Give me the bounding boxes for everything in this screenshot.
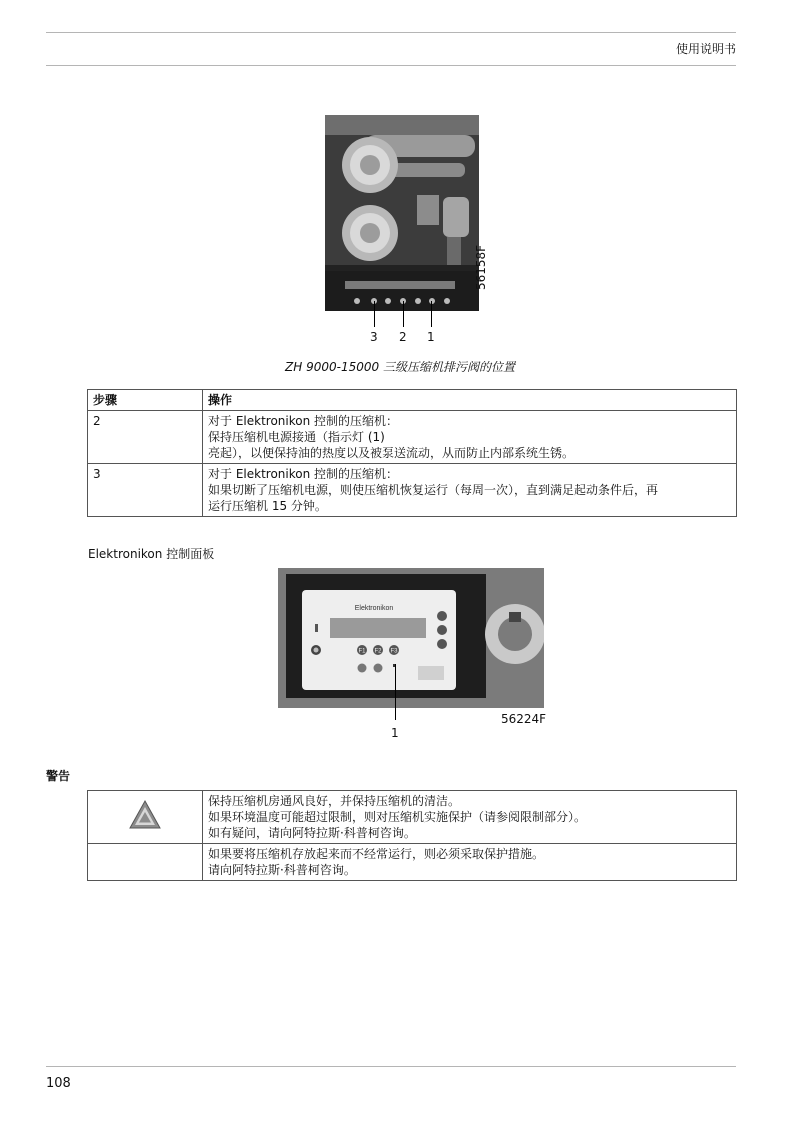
panel-heading: Elektronikon 控制面板 xyxy=(88,547,215,561)
drain-valve-photo xyxy=(325,115,479,311)
figure2-image-code: 56224F xyxy=(501,712,547,726)
control-panel-photo xyxy=(278,568,544,708)
action-line: 对于 Elektronikon 控制的压缩机： xyxy=(208,414,399,428)
warning-text xyxy=(203,791,737,844)
warning-triangle-icon xyxy=(128,820,162,834)
figure1-image-code: 56158F xyxy=(474,244,488,290)
step-number: 3 xyxy=(88,464,203,517)
warning-line: 如有疑问，请向阿特拉斯·科普柯咨询。 xyxy=(208,826,416,840)
callout-line-3 xyxy=(374,301,375,327)
warning-table xyxy=(87,790,737,881)
warning-line: 如果要将压缩机存放起来而不经常运行，则必须采取保护措施。 xyxy=(208,847,545,861)
header-rule-bottom xyxy=(46,65,736,66)
f2-key-label: F2 xyxy=(374,648,382,655)
action-line: 保持压缩机电源接通（指示灯 (1) xyxy=(208,430,385,444)
f3-key-label: F3 xyxy=(390,648,398,655)
f1-key-label: F1 xyxy=(358,648,366,655)
table-row xyxy=(88,791,737,844)
action-line: 对于 Elektronikon 控制的压缩机： xyxy=(208,467,399,481)
figure1-caption: ZH 9000-15000 三级压缩机排污阀的位置 xyxy=(285,360,515,374)
callout-line-2 xyxy=(403,301,404,327)
step-action xyxy=(203,464,737,517)
table-row xyxy=(88,844,737,881)
warning-text xyxy=(203,844,737,881)
step-number: 2 xyxy=(88,411,203,464)
action-line: 运行压缩机 15 分钟。 xyxy=(208,499,327,513)
warning-icon-cell xyxy=(88,791,203,844)
header-title: 使用说明书 xyxy=(675,42,736,56)
steps-table xyxy=(87,389,737,517)
panel-callout-number: 1 xyxy=(391,726,399,740)
action-line: 亮起），以便保持油的热度以及被泵送流动，从而防止内部系统生锈。 xyxy=(208,446,575,460)
column-header-step: 步骤 xyxy=(88,390,203,411)
callout-number-2: 2 xyxy=(399,330,407,344)
warning-heading: 警告 xyxy=(46,769,71,783)
column-header-action: 操作 xyxy=(203,390,737,411)
footer-rule xyxy=(46,1066,736,1067)
panel-brand-text: Elektronikon xyxy=(354,605,394,612)
table-header-row xyxy=(88,390,737,411)
table-row xyxy=(88,464,737,517)
callout-number-1: 1 xyxy=(427,330,435,344)
callout-number-3: 3 xyxy=(370,330,378,344)
header-rule-top xyxy=(46,32,736,33)
empty-cell xyxy=(88,844,203,881)
action-line: 如果切断了压缩机电源，则使压缩机恢复运行（每周一次），直到满足起动条件后，再 xyxy=(208,483,659,497)
table-row xyxy=(88,411,737,464)
warning-line: 请向阿特拉斯·科普柯咨询。 xyxy=(208,863,356,877)
step-action xyxy=(203,411,737,464)
warning-line: 如果环境温度可能超过限制，则对压缩机实施保护（请参阅限制部分）。 xyxy=(208,810,587,824)
page-number: 108 xyxy=(46,1076,71,1091)
warning-line: 保持压缩机房通风良好，并保持压缩机的清洁。 xyxy=(208,794,461,808)
callout-line-1 xyxy=(431,301,432,327)
panel-callout-line xyxy=(395,664,396,720)
